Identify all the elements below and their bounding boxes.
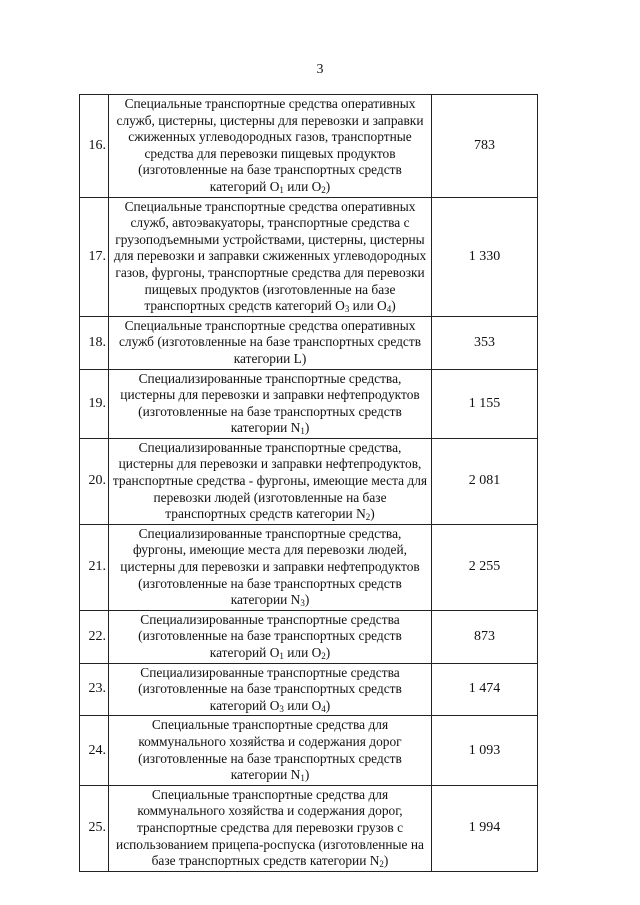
category-subscript: 3 <box>300 598 305 609</box>
category-subscript: 1 <box>279 651 284 661</box>
description-text: ) <box>304 420 310 436</box>
row-value: 873 <box>432 610 538 663</box>
description-text: или O <box>349 298 387 314</box>
description-text: ) <box>325 178 331 194</box>
table-row <box>80 197 538 316</box>
category-subscript: 4 <box>321 703 326 714</box>
table-row <box>80 524 538 610</box>
row-number: 20. <box>80 438 109 524</box>
table-row <box>80 716 538 785</box>
description-text: ) <box>325 697 331 713</box>
row-description <box>109 369 432 438</box>
row-number: 18. <box>80 316 109 369</box>
category-subscript: 3 <box>279 703 284 714</box>
description-text: ) <box>391 298 396 314</box>
row-number: 23. <box>80 663 109 716</box>
category-subscript: 1 <box>300 773 305 784</box>
row-value: 1 093 <box>432 716 538 785</box>
table-row <box>80 663 538 716</box>
row-value: 1 474 <box>432 663 538 716</box>
table-row <box>80 95 538 198</box>
description-text: Специальные транспортные средства для коммунального хозяйства и содержания дорог, транспортные средства для перевозки грузов с использованием прицепа-роспуска (изготовленные на базе транспортных средств категории N <box>116 786 424 869</box>
row-value: 1 330 <box>432 197 538 316</box>
row-value: 2 255 <box>432 524 538 610</box>
table-row <box>80 369 538 438</box>
category-subscript: 2 <box>321 651 326 661</box>
row-description <box>109 95 432 198</box>
table-row <box>80 438 538 524</box>
page-number: 3 <box>316 62 324 77</box>
description-text: или O <box>283 645 322 660</box>
row-description <box>109 316 432 369</box>
description-text: ) <box>304 592 310 608</box>
table-row <box>80 316 538 369</box>
description-text: Специализированные транспортные средства (изготовленные на базе транспортных средств категорий O <box>138 664 402 713</box>
row-description <box>109 438 432 524</box>
category-subscript: 2 <box>379 859 384 870</box>
description-text: Специальные транспортные средства для коммунального хозяйства и содержания дорог (изготовленные на базе транспортных средств категории N <box>138 717 402 783</box>
table-row <box>80 610 538 663</box>
description-text: ) <box>383 853 389 869</box>
description-text: Специальные транспортные средства оперативных служб, цистерны, цистерны для перевозки и заправки сжиженных углеводородных газов, транспортные средства для перевозки пищевых продуктов (изготовленные на базе транспортных средств категорий O <box>116 96 424 194</box>
category-subscript: 4 <box>386 304 392 315</box>
description-text: или O <box>283 697 322 713</box>
row-number: 16. <box>80 95 109 198</box>
category-subscript: 1 <box>279 184 284 195</box>
row-number: 21. <box>80 524 109 610</box>
row-number: 22. <box>80 610 109 663</box>
row-description <box>109 785 432 871</box>
category-subscript: 2 <box>321 184 326 195</box>
description-text: Специальные транспортные средства оперативных служб (изготовленные на базе транспортных средств категории L) <box>118 317 422 366</box>
vehicle-rates-table <box>79 94 538 872</box>
row-value: 353 <box>432 316 538 369</box>
description-text: Специальные транспортные средства оперативных служб, автоэвакуаторы, транспортные средства с грузоподъемными устройствами, цистерны, цистерны для перевозки и заправки сжиженных углеводородных газов, фургоны, транспортные средства для перевозки пищевых продуктов (изготовленные на базе транспортных средств категорий O <box>113 198 427 314</box>
category-subscript: 2 <box>365 512 371 523</box>
row-number: 24. <box>80 716 109 785</box>
row-description <box>109 663 432 716</box>
description-text: или O <box>283 178 322 194</box>
row-description <box>109 716 432 785</box>
category-subscript: 1 <box>300 426 305 437</box>
description-text: Специализированные транспортные средства (изготовленные на базе транспортных средств категорий O <box>138 611 402 660</box>
description-text: Специализированные транспортные средства, цистерны для перевозки и заправки нефтепродуктов (изготовленные на базе транспортных средств категории N <box>120 370 420 436</box>
row-value: 1 994 <box>432 785 538 871</box>
row-value: 2 081 <box>432 438 538 524</box>
description-text: Специализированные транспортные средства, цистерны для перевозки и заправки нефтепродуктов, транспортные средства - фургоны, имеющие места для перевозки людей (изготовленные на базе транспортных средств категории N <box>112 439 428 522</box>
row-number: 25. <box>80 785 109 871</box>
row-description <box>109 524 432 610</box>
row-description <box>109 610 432 663</box>
description-text: ) <box>304 767 310 783</box>
row-number: 19. <box>80 369 109 438</box>
description-text: ) <box>370 506 375 522</box>
row-value: 1 155 <box>432 369 538 438</box>
table-row <box>80 785 538 871</box>
row-number: 17. <box>80 197 109 316</box>
description-text: ) <box>325 645 331 660</box>
row-description <box>109 197 432 316</box>
row-value: 783 <box>432 95 538 198</box>
table-body <box>80 95 538 872</box>
description-text: Специализированные транспортные средства, фургоны, имеющие места для перевозки людей, цистерны для перевозки и заправки нефтепродуктов (изготовленные на базе транспортных средств категории N <box>120 525 420 608</box>
category-subscript: 3 <box>344 304 350 315</box>
